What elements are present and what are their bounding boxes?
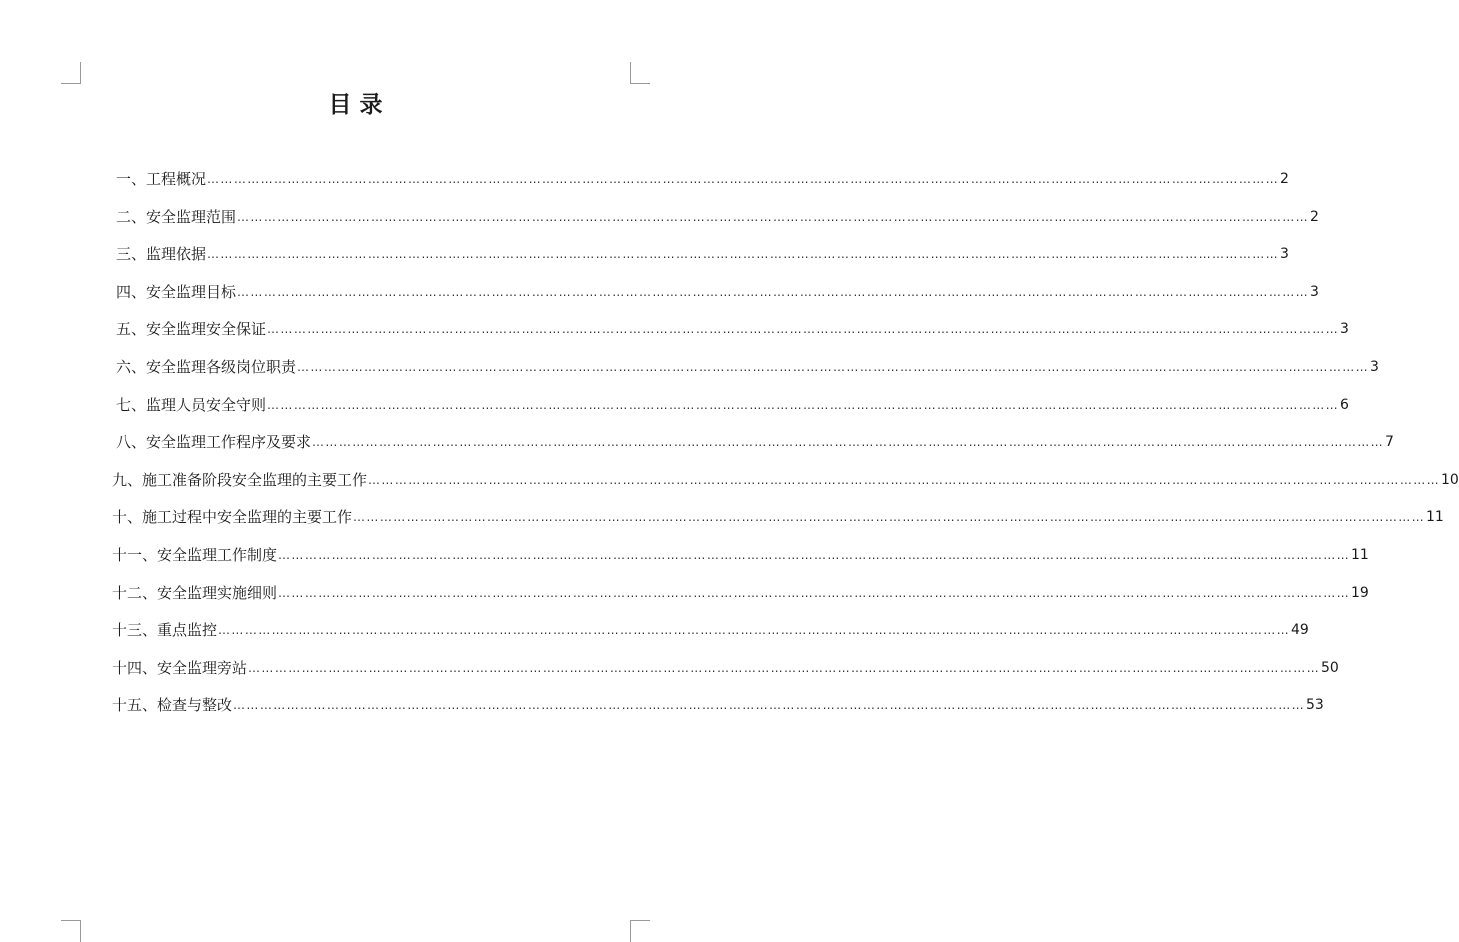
toc-leader-dots: …………………………………………………………………………………………………………………………………………………………………………………………………………………… [207, 247, 1280, 262]
toc-entry-label: 四、安全监理目标 [116, 282, 237, 301]
toc-page-number: 50 [1321, 659, 1339, 676]
toc-entry[interactable] [112, 581, 1369, 603]
toc-entry[interactable] [116, 280, 1319, 302]
toc-leader-dots: …………………………………………………………………………………………………………………………………………………………………………………………………………………… [353, 510, 1426, 525]
toc-entry-label: 二、安全监理范围 [116, 207, 237, 226]
toc-page-number: 10 [1441, 471, 1459, 488]
toc-entry-label: 六、安全监理各级岗位职责 [116, 358, 297, 376]
toc-entry[interactable] [116, 317, 1349, 339]
toc-page-number: 49 [1291, 622, 1309, 639]
toc-leader-dots: …………………………………………………………………………………………………………………………………………………………………………………………………………………… [248, 660, 1321, 675]
toc-entry[interactable] [116, 242, 1289, 264]
toc-leader-dots: …………………………………………………………………………………………………………………………………………………………………………………………………………………… [218, 623, 1291, 638]
toc-leader-dots: …………………………………………………………………………………………………………………………………………………………………………………………………………………… [267, 322, 1340, 337]
toc-entry-label: 七、监理人员安全守则 [116, 395, 267, 414]
toc-leader-dots: …………………………………………………………………………………………………………………………………………………………………………………………………………………… [267, 397, 1340, 412]
toc-entry-label: 十四、安全监理旁站 [112, 658, 248, 677]
toc-leader-dots: …………………………………………………………………………………………………………………………………………………………………………………………………………………… [368, 472, 1441, 487]
toc-entry-label: 九、施工准备阶段安全监理的主要工作 [112, 470, 368, 489]
toc-entry[interactable] [116, 355, 1379, 377]
toc-leader-dots: …………………………………………………………………………………………………………………………………………………………………………………………………………………… [237, 284, 1310, 299]
toc-entry[interactable] [116, 167, 1289, 189]
toc-entry-label: 十五、检查与整改 [112, 696, 233, 715]
toc-entry-label: 十二、安全监理实施细则 [112, 583, 278, 602]
toc-entry[interactable] [112, 468, 1459, 490]
toc-entry[interactable] [112, 693, 1324, 715]
toc-leader-dots: …………………………………………………………………………………………………………………………………………………………………………………………………………………… [207, 172, 1280, 186]
toc-entry[interactable] [112, 618, 1309, 640]
toc-leader-dots: …………………………………………………………………………………………………………………………………………………………………………………………………………………… [233, 698, 1306, 713]
toc-entry-label: 八、安全监理工作程序及要求 [116, 433, 312, 452]
toc-entry[interactable] [112, 656, 1339, 678]
toc-page-number: 3 [1370, 359, 1379, 375]
toc-page-number: 3 [1280, 246, 1289, 263]
toc-page-number: 3 [1340, 321, 1349, 338]
toc-leader-dots: …………………………………………………………………………………………………………………………………………………………………………………………………………………… [312, 435, 1385, 450]
toc-entry[interactable] [112, 543, 1369, 565]
toc-entry[interactable] [116, 205, 1319, 227]
toc-page-number: 11 [1426, 509, 1444, 526]
toc-page-number: 2 [1310, 208, 1319, 225]
toc-page-number: 3 [1310, 283, 1319, 300]
toc-page-number: 19 [1351, 584, 1369, 601]
toc-entry-label: 一、工程概况 [116, 170, 207, 188]
toc-page-number: 2 [1280, 171, 1289, 187]
toc-entry-label: 十、施工过程中安全监理的主要工作 [112, 508, 353, 527]
toc-entry-label: 三、监理依据 [116, 245, 207, 264]
toc-page-number: 6 [1340, 396, 1349, 413]
toc-entry-label: 十三、重点监控 [112, 621, 218, 640]
toc-entry[interactable] [116, 430, 1394, 452]
toc-entry[interactable] [116, 393, 1349, 415]
toc-leader-dots: …………………………………………………………………………………………………………………………………………………………………………………………………………………… [278, 585, 1351, 600]
toc-entry-label: 五、安全监理安全保证 [116, 320, 267, 339]
toc-leader-dots: …………………………………………………………………………………………………………………………………………………………………………………………………………………… [297, 360, 1370, 374]
toc-page-number: 11 [1351, 547, 1369, 563]
toc-page-number: 7 [1385, 434, 1394, 451]
toc-leader-dots: …………………………………………………………………………………………………………………………………………………………………………………………………………………… [237, 209, 1310, 224]
toc-page-number: 53 [1306, 697, 1324, 714]
toc-title: 目 录 [328, 92, 383, 118]
toc-entry-label: 十一、安全监理工作制度 [112, 546, 278, 564]
toc-entry[interactable] [112, 505, 1444, 527]
toc-leader-dots: …………………………………………………………………………………………………………………………………………………………………………………………………………………… [278, 548, 1351, 562]
